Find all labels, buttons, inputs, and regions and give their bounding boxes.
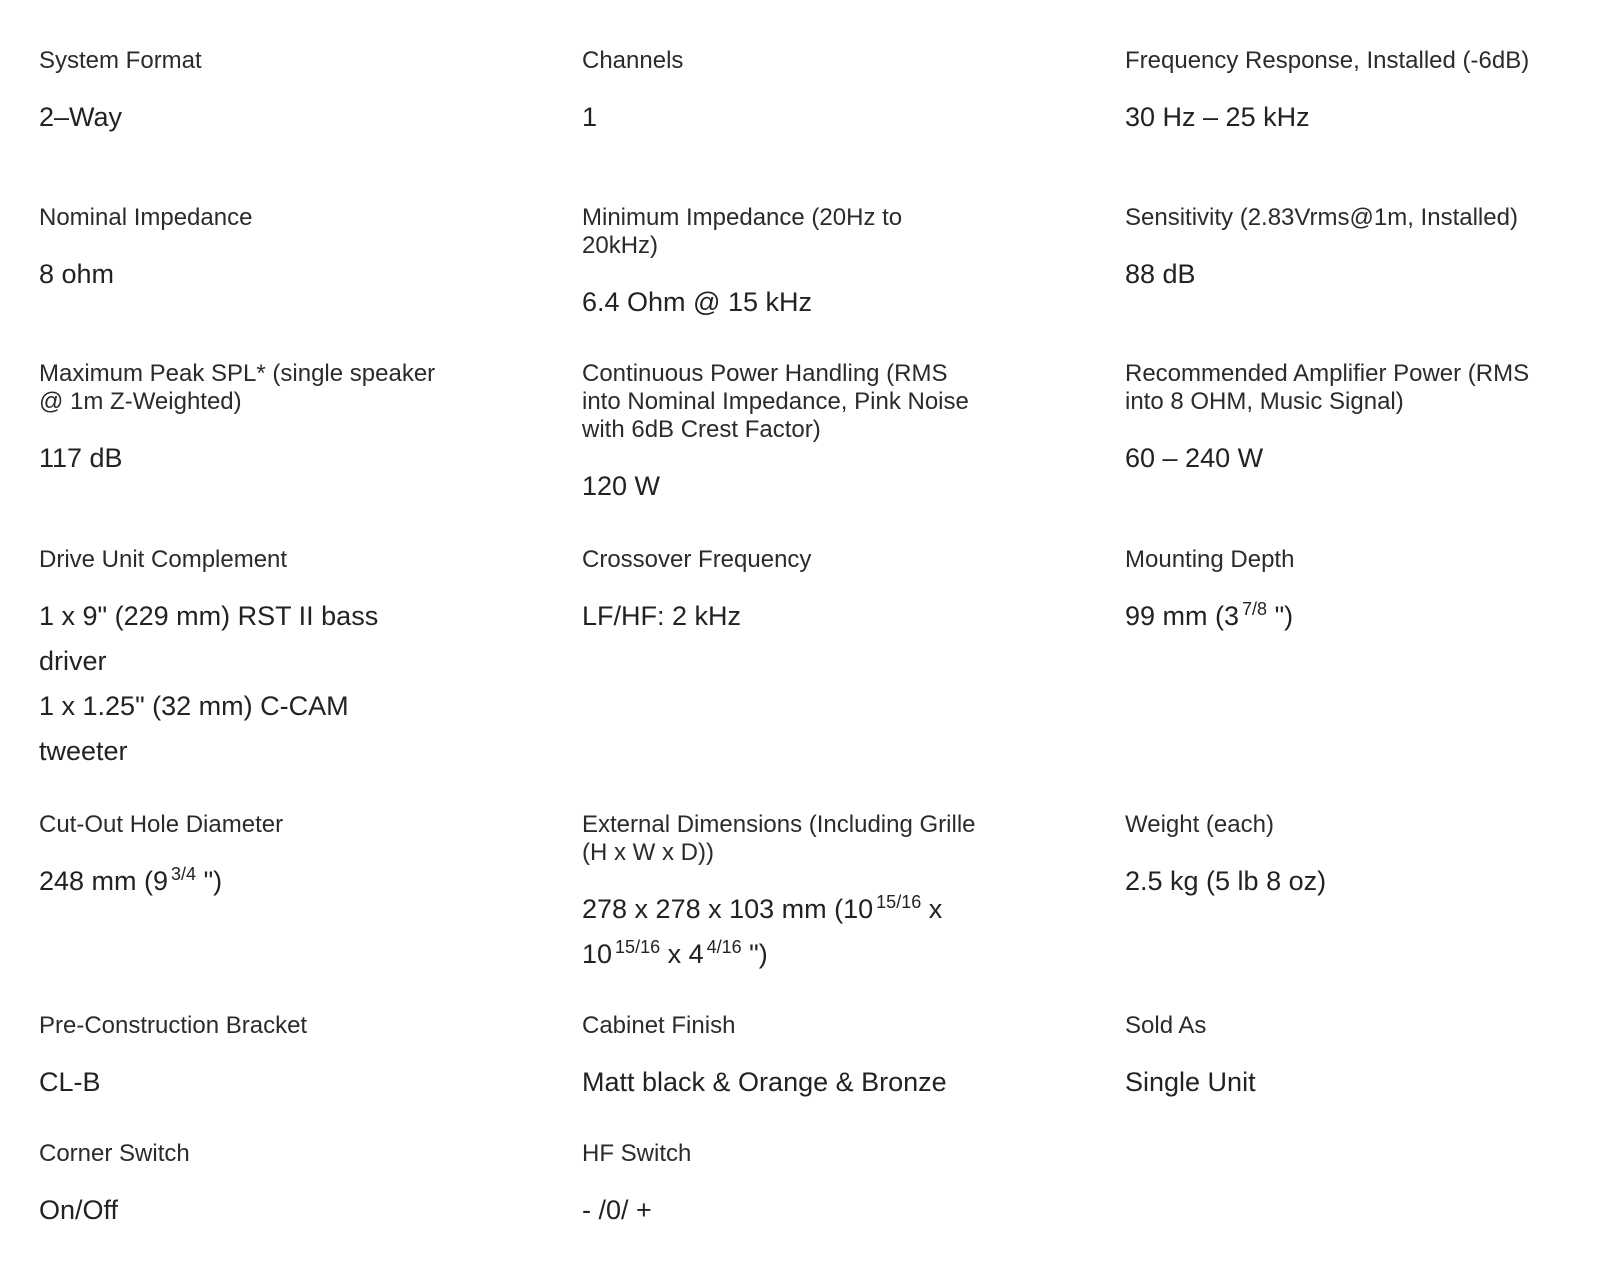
- spec-weight: [1125, 811, 1565, 904]
- spec-value: 30 Hz – 25 kHz: [1125, 102, 1310, 132]
- spec-crossover-frequency: [582, 546, 982, 639]
- spec-recommended-amplifier: [1125, 360, 1565, 481]
- fraction: 4/16: [706, 937, 742, 957]
- spec-value: [582, 887, 982, 977]
- fraction: 15/16: [615, 937, 661, 957]
- value-text: "): [1267, 601, 1294, 631]
- spec-system-format: [39, 47, 439, 140]
- spec-label: Frequency Response, Installed (-6dB): [1125, 47, 1530, 74]
- spec-label: Channels: [582, 47, 684, 74]
- spec-value: On/Off: [39, 1195, 119, 1225]
- spec-label: Cut-Out Hole Diameter: [39, 811, 284, 838]
- value-text: x 4: [660, 939, 704, 969]
- spec-label: Pre-Construction Bracket: [39, 1012, 308, 1039]
- spec-value: CL-B: [39, 1067, 101, 1097]
- spec-channels: [582, 47, 982, 140]
- spec-label: Crossover Frequency: [582, 546, 812, 573]
- spec-label: HF Switch: [582, 1140, 692, 1167]
- value-text: "): [196, 866, 223, 896]
- value-text: 278 x 278 x 103 mm (10: [582, 894, 874, 924]
- spec-label: Sensitivity (2.83Vrms@1m, Installed): [1125, 204, 1518, 231]
- spec-value: Single Unit: [1125, 1067, 1256, 1097]
- spec-label: Weight (each): [1125, 811, 1274, 838]
- spec-pre-construction-bracket: [39, 1012, 439, 1105]
- spec-max-peak-spl: [39, 360, 439, 481]
- spec-cut-out-diameter: [39, 811, 439, 904]
- spec-label: Cabinet Finish: [582, 1012, 736, 1039]
- spec-label: Nominal Impedance: [39, 204, 253, 231]
- value-text: 248 mm (9: [39, 866, 169, 896]
- value-text: x 10: [582, 894, 943, 969]
- spec-label: Drive Unit Complement: [39, 546, 288, 573]
- spec-value: 117 dB: [39, 443, 123, 473]
- spec-value: [39, 859, 439, 904]
- spec-value: [1125, 594, 1565, 639]
- spec-label: Minimum Impedance (20Hz to 20kHz): [582, 204, 903, 259]
- spec-frequency-response: [1125, 47, 1565, 140]
- spec-label: Corner Switch: [39, 1140, 190, 1167]
- spec-value: [39, 594, 439, 774]
- spec-value: 1: [582, 102, 598, 132]
- fraction: 3/4: [171, 864, 197, 884]
- spec-hf-switch: [582, 1140, 982, 1233]
- spec-label: Sold As: [1125, 1012, 1207, 1039]
- value-text: 99 mm (3: [1125, 601, 1240, 631]
- spec-value: 8 ohm: [39, 259, 115, 289]
- spec-label: Maximum Peak SPL* (single speaker @ 1m Z-Weighted): [39, 360, 436, 415]
- spec-drive-unit-complement: [39, 546, 439, 774]
- spec-value: 6.4 Ohm @ 15 kHz: [582, 287, 812, 317]
- spec-value: 60 – 240 W: [1125, 443, 1264, 473]
- spec-label: Recommended Amplifier Power (RMS into 8 OHM, Music Signal): [1125, 360, 1530, 415]
- spec-label: External Dimensions (Including Grille (H x W x D)): [582, 811, 976, 866]
- spec-value: 2.5 kg (5 lb 8 oz): [1125, 866, 1327, 896]
- spec-value: Matt black & Orange & Bronze: [582, 1067, 947, 1097]
- spec-cabinet-finish: [582, 1012, 982, 1105]
- spec-value: 88 dB: [1125, 259, 1196, 289]
- spec-label: System Format: [39, 47, 202, 74]
- spec-corner-switch: [39, 1140, 439, 1233]
- fraction: 7/8: [1242, 599, 1268, 619]
- spec-nominal-impedance: [39, 204, 439, 297]
- spec-continuous-power: [582, 360, 982, 509]
- spec-value: LF/HF: 2 kHz: [582, 601, 742, 631]
- spec-value: 2–Way: [39, 102, 123, 132]
- spec-value-line: 1 x 9" (229 mm) RST II bass driver: [39, 601, 379, 676]
- spec-external-dimensions: [582, 811, 982, 977]
- spec-mounting-depth: [1125, 546, 1565, 639]
- spec-value: 120 W: [582, 471, 661, 501]
- spec-sold-as: [1125, 1012, 1565, 1105]
- spec-value: - /0/ +: [582, 1195, 652, 1225]
- spec-minimum-impedance: [582, 204, 982, 325]
- fraction: 15/16: [876, 892, 922, 912]
- spec-label: Mounting Depth: [1125, 546, 1295, 573]
- value-text: "): [741, 939, 768, 969]
- spec-label: Continuous Power Handling (RMS into Nominal Impedance, Pink Noise with 6dB Crest Factor): [582, 360, 969, 443]
- spec-sensitivity: [1125, 204, 1565, 297]
- spec-value-line: 1 x 1.25" (32 mm) C-CAM tweeter: [39, 691, 349, 766]
